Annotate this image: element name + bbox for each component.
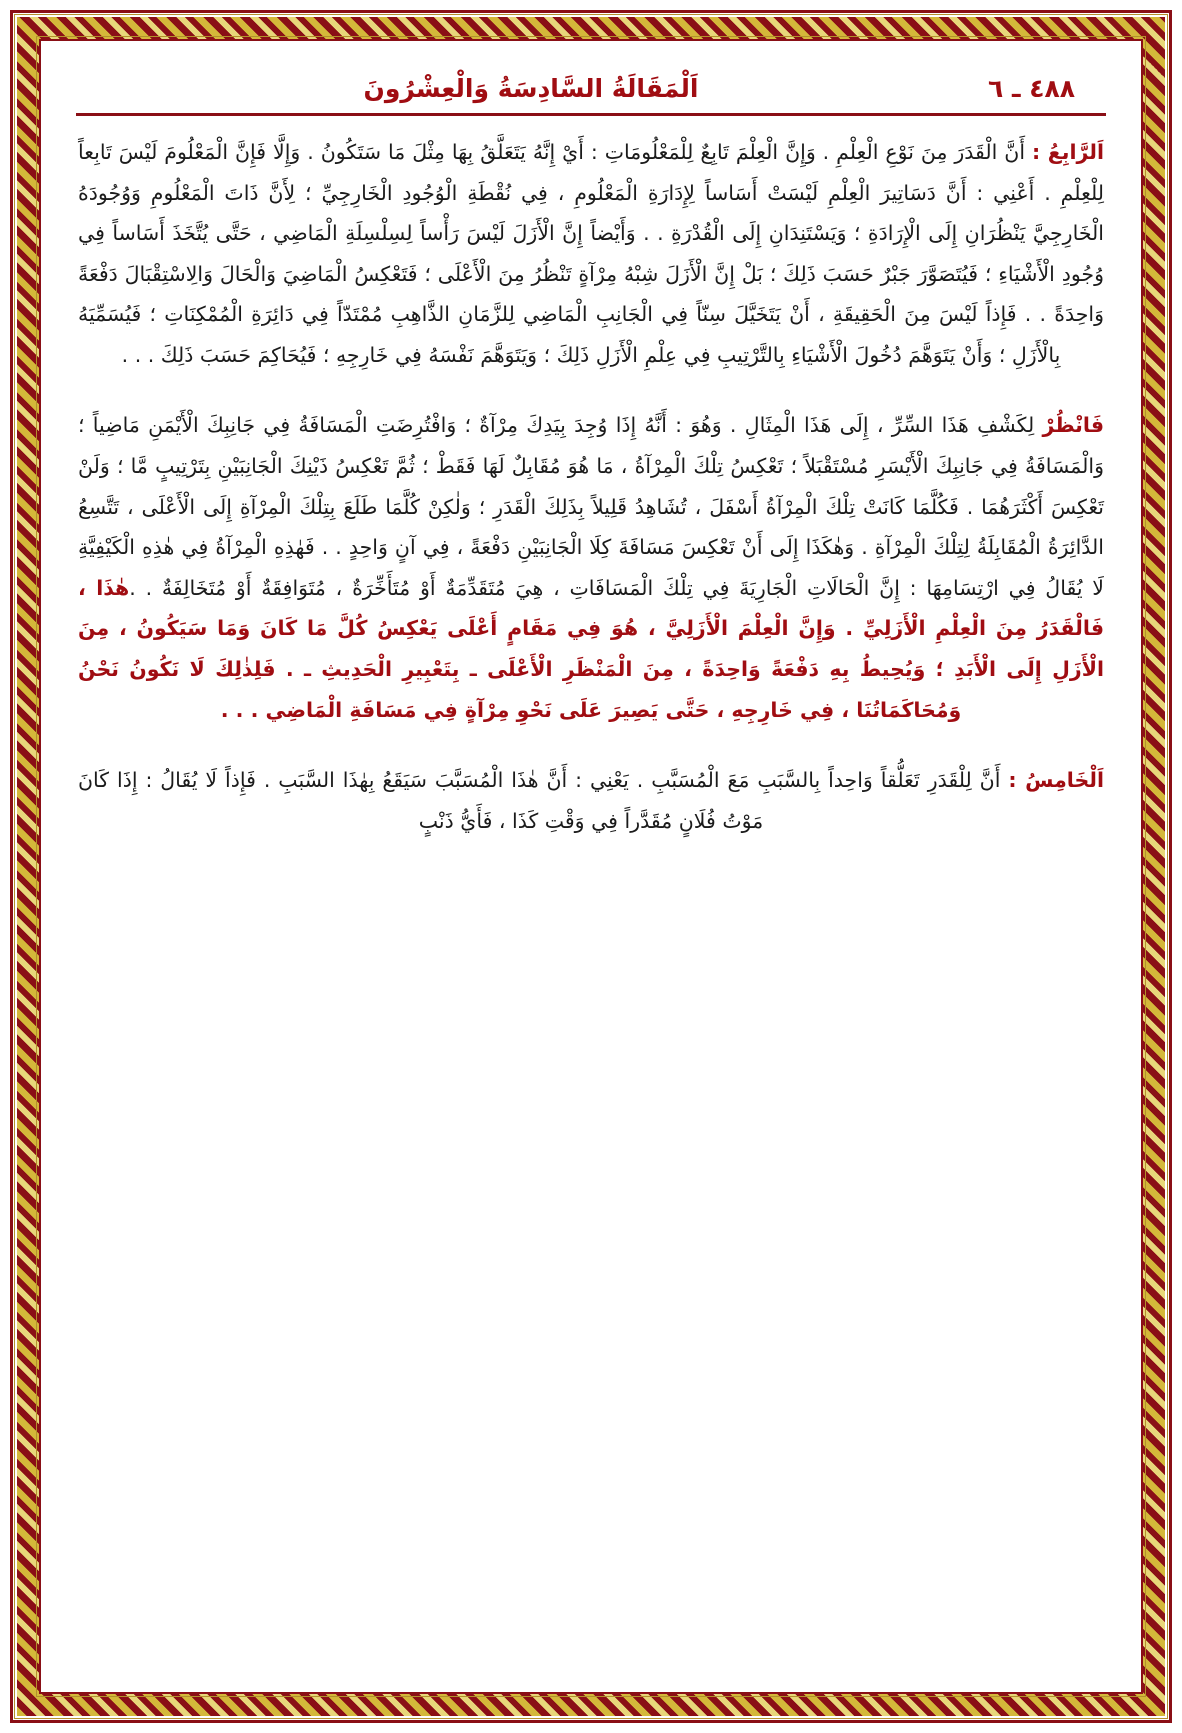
paragraph-lead-mirror: فَانْظُرْ	[1042, 413, 1104, 438]
paragraph-lead-fifth: اَلْخَامِسُ :	[1008, 768, 1104, 793]
chapter-title: اَلْمَقَالَةُ السَّادِسَةُ وَالْعِشْرُونَ	[363, 74, 699, 103]
paragraph-body-mirror: لِكَشْفِ هَذَا السِّرِّ ، إِلَى هَذَا الْمِثَالِ . وَهُوَ : أَنَّهُ إِذَا وُجِدَ بِيَدِكَ مِرْآةٌ ؛ وَافْتُرِضَتِ الْمَسَافَةُ فِي جَانِبِكَ الْأَيْمَنِ مَاضِياً ؛ وَالْمَسَافَةُ فِي جَانِبِكَ الْأَيْسَرِ مُسْتَقْبَلاً ؛ تَعْكِسُ تِلْكَ الْمِرْآةُ ، مَا هُوَ مُقَابِلٌ لَهَا فَقَطْ ؛ ثُمَّ تَعْكِسُ ذَيْنِكَ الْجَانِبَيْنِ بِتَرْتِيبٍ مَّا ؛ وَلَنْ تَعْكِسَ أَكْثَرَهُمَا . فَكُلَّمَا كَانَتْ تِلْكَ الْمِرْآةُ أَسْفَلَ ، تُشَاهِدُ قَلِيلاً بِذَلِكَ الْقَدَرِ ؛ وَلٰكِنْ كُلَّمَا طَلَعَ بِتِلْكَ الْمِرْآةِ إِلَى الْأَعْلَى ، تَتَّسِعُ الدَّائِرَةُ الْمُقَابِلَةُ لِتِلْكَ الْمِرْآةِ . وَهٰكَذَا إِلَى أَنْ تَعْكِسَ مَسَافَةَ كِلَا الْجَانِبَيْنِ دَفْعَةً ، فِي آنٍ وَاحِدٍ . . فَهٰذِهِ الْمِرْآةُ فِي هٰذِهِ الْكَيْفِيَّةِ لَا يُقَالُ فِي ارْتِسَامِهَا : إِنَّ الْحَالَاتِ الْجَارِيَةَ فِي تِلْكَ الْمَسَافَاتِ ، هِيَ مُتَقَدِّمَةٌ أَوْ مُتَأَخِّرَةٌ ، مُتَوَافِقَةٌ أَوْ مُتَخَالِفَةٌ . .	[78, 413, 1104, 600]
paragraph-body-fifth: أَنَّ لِلْقَدَرِ تَعَلُّقاً وَاحِداً بِالسَّبَبِ مَعَ الْمُسَبَّبِ . يَعْنِي : أَنَّ هٰذَا الْمُسَبَّبَ سَيَقَعُ بِهٰذَا السَّبَبِ . فَإِذاً لَا يُقَالُ : إِذَا كَانَ مَوْتُ فُلَانٍ مُقَدَّراً فِي وَقْتِ كَذَا ، فَأَيُّ ذَنْبٍ	[78, 768, 1009, 833]
paragraph-fifth	[78, 760, 1104, 841]
paragraph-spacer	[78, 395, 1104, 405]
paragraph-lead-fourth: اَلرَّابِعُ :	[1032, 140, 1104, 164]
paragraph-fourth	[78, 132, 1104, 375]
paragraph-body-fourth: أَنَّ الْقَدَرَ مِنَ نَوْعِ الْعِلْمِ . وَإِنَّ الْعِلْمَ تَابِعٌ لِلْمَعْلُومَاتِ : أَيْ إِنَّهُ يَتَعَلَّقُ بِهَا مِثْلَ مَا سَتَكُونُ . وَإِلَّا فَإِنَّ الْمَعْلُومَ لَيْسَ تَابِعاً لِلْعِلْمِ . أَعْنِي : أَنَّ دَسَاتِيرَ الْعِلْمِ لَيْسَتْ أَسَاساً لِإِدَارَةِ الْمَعْلُومِ ، فِي نُقْطَةِ الْوُجُودِ الْخَارِجِيِّ ؛ لِأَنَّ ذَاتَ الْمَعْلُومِ وَوُجُودَهُ الْخَارِجِيَّ يَنْظُرَانِ إِلَى الْإِرَادَةِ ؛ وَيَسْتَنِدَانِ إِلَى الْقُدْرَةِ . . وَأَيْضاً إِنَّ الْأَزَلَ لَيْسَ رَأْساً لِسِلْسِلَةِ الْمَاضِي ، حَتَّى يُتَّخَذَ أَسَاساً فِي وُجُودِ الْأَشْيَاءِ ؛ فَيُتَصَوَّرَ جَبْرٌ حَسَبَ ذَلِكَ ؛ بَلْ إِنَّ الْأَزَلَ شِبْهُ مِرْآةٍ تَنْظُرُ مِنَ الْأَعْلَى ؛ فَتَعْكِسُ الْمَاضِيَ وَالْحَالَ وَالِاسْتِقْبَالَ دَفْعَةً وَاحِدَةً . . فَإِذاً لَيْسَ مِنَ الْحَقِيقَةِ ، أَنْ يَتَخَيَّلَ سِنّاً فِي الْجَانِبِ الْمَاضِي لِلزَّمَانِ الذَّاهِبِ مُمْتَدّاً فِي دَائِرَةِ الْمُمْكِنَاتِ ؛ فَيُسَمِّيَهُ بِالْأَزَلِ ؛ وَأَنْ يَتَوَهَّمَ دُخُولَ الْأَشْيَاءِ بِالتَّرْتِيبِ فِي عِلْمِ الْأَزَلِ ذَلِكَ ؛ وَيَتَوَهَّمَ نَفْسَهُ فِي خَارِجِهِ ؛ فَيُحَاكِمَ حَسَبَ ذَلِكَ . . .	[78, 140, 1104, 367]
paragraph-mirror	[78, 405, 1104, 730]
paragraph-body-red-emphasis: هٰذَا ، فَالْقَدَرُ مِنَ الْعِلْمِ الْأَزَلِيِّ . وَإِنَّ الْعِلْمَ الْأَزَلِيَّ ، هُوَ فِي مَقَامٍ أَعْلَى يَعْكِسُ كُلَّ مَا كَانَ وَمَا سَيَكُونُ ، مِنَ الْأَزَلِ إِلَى الْأَبَدِ ؛ وَيُحِيطُ بِهِ دَفْعَةً وَاحِدَةً ، مِنَ الْمَنْظَرِ الْأَعْلَى ـ بِتَعْبِيرِ الْحَدِيثِ ـ . فَلِذٰلِكَ لَا نَكُونُ نَحْنُ وَمُحَاكَمَاتُنَا ، فِي خَارِجِهِ ، حَتَّى يَصِيرَ عَلَى نَحْوِ مِرْآةٍ فِي مَسَافَةِ الْمَاضِي . . .	[78, 575, 1104, 722]
page-number: ٤٨٨ ـ ٦	[988, 74, 1075, 103]
page-header	[52, 52, 1130, 103]
page-content	[52, 52, 1130, 1681]
body-text	[52, 116, 1130, 841]
paragraph-spacer-2	[78, 750, 1104, 760]
